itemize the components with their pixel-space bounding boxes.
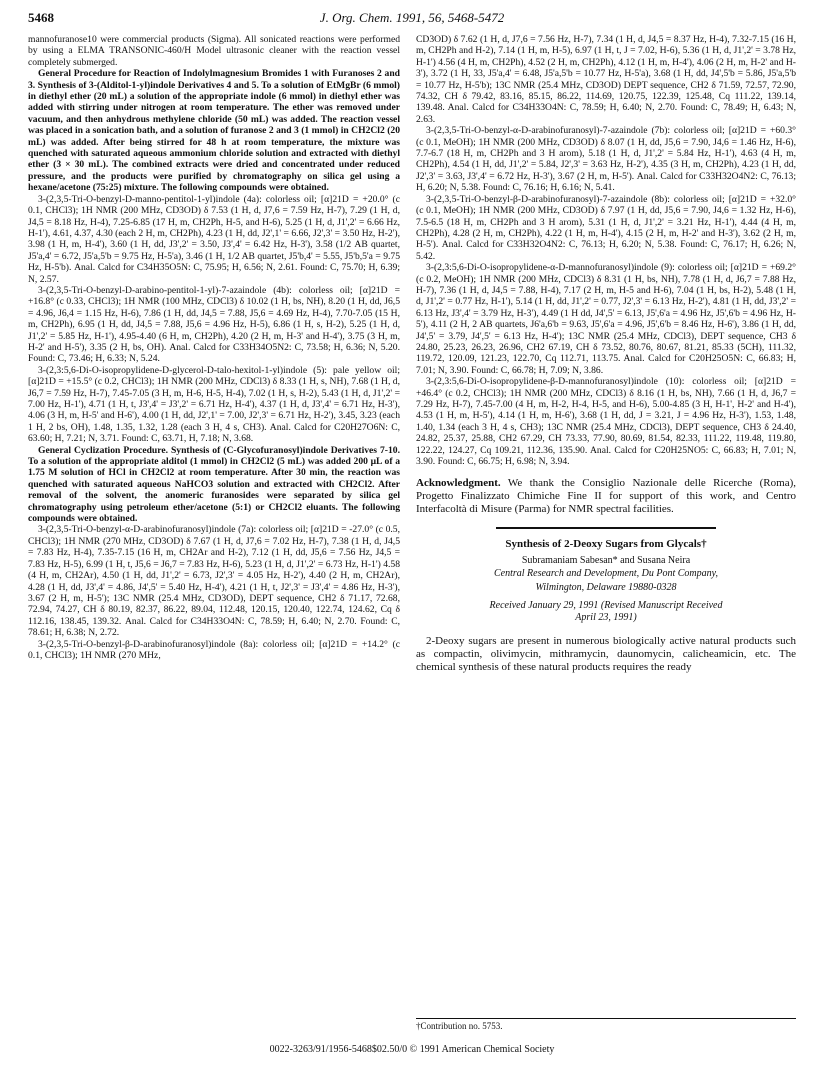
right-column [416, 34, 796, 685]
paragraph: 3-(2,3,5-Tri-O-benzyl-α-D-arabinofuranosyl)-7-azaindole (7b): colorless oil; [α]21D = +60.3° (c 0.1, MeOH); 1H NMR (200 MHz, CD3OD) δ 8.07 (1 H, dd, J5,6 = 7.90, J4,6 = 1.46 Hz, H-6), 7.7-6.7 (18 H, m, CH2Ph and 3 H arom), 5.18 (1 H, d, J1',2' = 5.84 Hz, H-1'), 4.63 (4 H, m, CH2Ph), 4.54 (1 H, dd, J1',2' = 5.84, J2',3' = 3.63 Hz, H-2'), 4.35 (3 H, m, CH2Ph), 4.23 (1 H, dd, J2',3' = 3.63, J3',4' = 6.72 Hz, H-3'), 3.67 (2 H, m, H-5'). Anal. Calcd for C33H32O4N2: C, 76.13; H, 6.20; N, 5.38. Found: C, 76.16; H, 6.16; N, 5.41. [416, 125, 796, 194]
paragraph: 3-(2,3,5-Tri-O-benzyl-D-arabino-pentitol-1-yl)-7-azaindole (4b): colorless oil; [α]21D = +16.8° (c 0.33, CHCl3); 1H NMR (100 MHz, CDCl3) δ 10.02 (1 H, bs, NH), 8.20 (1 H, dd, J6,5 = 4.96, J6,4 = 1.15 Hz, H-6), 7.86 (1 H, dd, J4,5 = 7.88, J5,6 = 4.69 Hz, H-4), 7.70-7.05 (15 H, m, CH2Ph), 6.95 (1 H, dd, J4,5 = 7.88, J5,6 = 4.96 Hz, H-5), 6.86 (1 H, s, H-2), 5.25 (1 H, d, J1',2' = 5.85 Hz, H-1'), 4.95-4.40 (6 H, m, CH2Ph), 4.20 (2 H, m, H-3' and H-4'), 3.75 (3 H, m, H-2' and H-5'), 3.35 (2 H, bs, OH). Anal. Calcd for C33H34O5N2: C, 73.58; H, 6.36; N, 5.20. Found: C, 73.46; H, 6.33; N, 5.24. [28, 284, 400, 365]
left-column [28, 34, 400, 661]
received-line-1: Received January 29, 1991 (Revised Manuscript Received [489, 600, 723, 612]
paragraph: 3-(2,3:5,6-Di-O-isopropylidene-β-D-mannofuranosyl)indole (10): colorless oil; [α]21D = +46.4° (c 0.2, CHCl3); 1H NMR (200 MHz, CDCl3) δ 8.16 (1 H, bs, NH), 7.66 (1 H, d, J6,7 = 7.29 Hz, H-7), 7.45-7.00 (4 H, m, H-2, H-4, H-5, and H-6), 5.00-4.85 (3 H, H-1', H-2' and H-4'), 4.53 (1 H, m, H-5'), 4.14 (1 H, m, H-6'), 3.68 (1 H, dd, J = 3.21, J = 4.96 Hz, H-3'), 1.53, 1.48, 1.40, 1.34 (each 3 H, 4 s, CH3); 13C NMR (25.4 MHz, CDCl3), DEPT sequence, CH3 δ 24.40, 24.82, 25.37, 25.88, CH2 67.29, CH 73.33, 77.90, 80.69, 81.54, 82.33, 111.22, 119.48, 119.80, 122.22, 124.27, Cq 109.21, 112.36, 135.90. Anal. Calcd for C20H25NO5: C, 66.83; H, 7.01; N, 3.90. Found: C, 66.75; H, 6.98; N, 3.94. [416, 376, 796, 468]
acknowledgment-label: Acknowledgment. [416, 477, 501, 490]
paragraph: General Cyclization Procedure. Synthesis of (C-Glycofuranosyl)indole Derivatives 7-10. To a solution of the appropriate alditol (1 mmol) in CH2Cl2 (5 mL) was added 200 μL of a 1.75 M solution of HCl in CH2Cl2 at room temperature. After 30 min, the reaction was quenched with saturated aqueous NaHCO3 solution and extracted with CH2Cl2. After removal of the solvent, the anomeric furanosides were separated by silica gel chromatography using petroleum ether/acetone (5:1) or CH2Cl2 eluants. The following compounds were obtained. [28, 444, 400, 525]
paragraph: General Procedure for Reaction of Indolylmagnesium Bromides 1 with Furanoses 2 and 3. Synthesis of 3-(Alditol-1-yl)indole Derivatives 4 and 5. To a solution of EtMgBr (6 mmol) in diethyl ether (20 mL) a solution of the appropriate indole (6 mmol) in diethyl ether was added with stirring under nitrogen at room temperature. The ether was removed under vacuum, and then anhydrous methylene chloride (50 mL) was added. The reaction vessel was placed in a sonication bath, and a solution of furanose 2 and 3 (1 mmol) in CH2Cl2 (20 mL) was added. After being stirred for 48 h at room temperature, the mixture was quenched with saturated aqueous ammonium chloride solution and extracted with diethyl ether (3 × 30 mL). The combined extracts were dried and concentrated under reduced pressure, and the products were purified by chromatography on silica gel using a hexane/acetone (75:25) mixture. The following compounds were obtained. [28, 68, 400, 194]
acknowledgment [416, 477, 796, 516]
paragraph: 3-(2,3,5-Tri-O-benzyl-D-manno-pentitol-1-yl)indole (4a): colorless oil; [α]21D = +20.0° (c 0.1, CHCl3); 1H NMR (200 MHz, CD3OD) δ 7.53 (1 H, d, J7,6 = 7.59 Hz, H-7), 7.29 (1 H, d, J4,5 = 8.18 Hz, H-4), 7.25-6.85 (17 H, m, CH2Ph, H-5, and H-6), 5.25 (1 H, d, J1',2' = 6.66 Hz, H-1'), 4.61, 4.37, 4.30 (each 2 H, m, CH2Ph), 4.23 (1 H, dd, J2',1' = 6.66, J2',3' = 3.50 Hz, H-2'), 3.98 (1 H, m, H-4'), 3.60 (1 H, dd, J3',2' = 3.50, J3',4' = 6.42 Hz, H-3'), 3.58 (1/2 AB quartet, J5'a,4' = 6.72, J5'a,5'b = 9.75 Hz, H-5'a), 3.46 (1 H, 1/2 AB quartet, J5'b,4' = 5.55, J5'b,5'a = 9.75 Hz, H-5'b). Anal. Calcd for C34H35O5N: C, 75.95; H, 6.56; N, 2.61. Found: C, 75.70; H, 6.39; N, 2.57. [28, 193, 400, 285]
page-number: 5468 [28, 10, 54, 25]
article-authors: Subramaniam Sabesan* and Susana Neira [521, 554, 691, 566]
section-divider [496, 527, 716, 529]
page-footer: 0022-3263/91/1956-5468$02.50/0 © 1991 American Chemical Society [269, 1044, 555, 1055]
paragraph: CD3OD) δ 7.62 (1 H, d, J7,6 = 7.56 Hz, H-7), 7.34 (1 H, d, J4,5 = 8.37 Hz, H-4), 7.32-7.15 (16 H, m, CH2Ph and H-2), 7.14 (1 H, m, H-5), 6.97 (1 H, t, J = 7.02, H-6), 5.36 (1 H, d, J1',2' = 3.78 Hz, H-1') 4.56 (4 H, m, CH2Ph), 4.52 (2 H, m, CH2Ph), 4.12 (1 H, m, H-4'), 4.06 (2 H, m, H-2' and H-3'), 3.72 (1 H, 33, J5'a,4' = 6.48, J5'a,5'b = 10.77 Hz, H-5'a), 3.68 (1 H, dd, J4',5'b = 5.86, J5'a,5'b = 10.77 Hz, H-5'b); 13C NMR (25.4 MHz, CD3OD) DEPT sequence, CH2 δ 71.59, 72.57, 72.90, 74.32, CH δ 79.42, 83.16, 85.15, 86.22, 114.69, 120.75, 122.39, 125.48, Cq 111.22, 139.14, 139.48. Anal. Calcd for C34H33O4N: C, 78.59; H, 6.40; N, 2.70. Found: C, 78.49; H, 6.43; N, 2.63. [416, 34, 796, 125]
right-column-paragraphs [416, 34, 796, 467]
affiliation-line-1: Central Research and Development, Du Pont Company, [493, 568, 719, 580]
page-header [28, 10, 796, 30]
paragraph: 3-(2,3,5-Tri-O-benzyl-β-D-arabinofuranosyl)indole (8a): colorless oil; [α]21D = +14.2° (c 0.1, CHCl3); 1H NMR (270 MHz, [28, 638, 400, 661]
received-line-2: April 23, 1991) [575, 612, 637, 624]
acknowledgment-text: We thank the Consiglio Nazionale delle Ricerche (Roma), Progetto Finalizzato Chimiche Fine II for support of this work, and Centro Interfacoltà di Misure (Parma) for NMR spectral facilities. [416, 477, 796, 516]
paragraph: mannofuranose10 were commercial products (Sigma). All sonicated reactions were performed by using a ELMA TRANSONIC-460/H Model ultrasonic cleaner with the reaction vessel completely submerged. [28, 34, 400, 68]
article-intro: 2-Deoxy sugars are present in numerous biologically active natural products such as compactin, olivimycin, mithramycin, daunomycin, calicheamicin, etc. The chemical synthesis of these natural products requires the ready [416, 635, 796, 674]
article-title: Synthesis of 2-Deoxy Sugars from Glycals† [505, 538, 707, 551]
affiliation-line-2: Wilmington, Delaware 19880-0328 [535, 582, 677, 594]
paragraph: 3-(2,3,5-Tri-O-benzyl-β-D-arabinofuranosyl)-7-azaindole (8b): colorless oil; [α]21D = +32.0° (c 0.1, MeOH); 1H NMR (200 MHz, CD3OD) δ 7.97 (1 H, dd, J5,6 = 7.90, J4,6 = 1.32 Hz, H-6), 7.5-6.5 (18 H, m, CH2Ph and 3 H arom), 5.31 (1 H, d, J1',2' = 3.21 Hz, H-1'), 4.44 (4 H, m, CH2Ph), 4.28 (2 H, m, CH2Ph), 4.22 (1 H, m, H-4'), 4.15 (2 H, m, H-2' and H-3'), 3.62 (2 H, m, H-5'). Anal. Calcd for C33H32O4N2: C, 76.13; H, 6.20; N, 5.38. Found: C, 76.17; H, 6.26; N, 5.42. [416, 193, 796, 262]
journal-citation: J. Org. Chem. 1991, 56, 5468-5472 [319, 10, 505, 25]
paragraph: 3-(2,3:5,6-Di-O-isopropylidene-D-glycerol-D-talo-hexitol-1-yl)indole (5): pale yellow oil; [α]21D = +15.5° (c 0.2, CHCl3); 1H NMR (200 MHz, CDCl3) δ 8.33 (1 H, s, NH), 7.68 (1 H, d, J6,7 = 7.59 Hz, H-7), 7.45-7.05 (3 H, m, H-6, H-5, H-4), 7.02 (1 H, s, H-2), 5.43 (1 H, d, J1',2' = 7.00 Hz, H-1'), 4.71 (1 H, t, J3',4' = J3',2' = 6.71 Hz, H-4'), 4.37 (1 H, d, J3',4' = 6.71 Hz, H-3'), 4.06 (3 H, m, H-5' and H-6'), 4.00 (1 H, dd, J2',1' = 7.00, J2',3' = 6.71 Hz, H-2'), 3.45, 3.23 (each 1 H, 2 bs, OH), 1.48, 1.35, 1.32, 1.28 (each 3 H, 4 s, CH3). Anal. Calcd for C20H27O6N: C, 63.60; H, 7.21; N, 3.71. Found: C, 63.71, H, 7.18; N, 3.68. [28, 364, 400, 445]
paragraph: 3-(2,3:5,6-Di-O-isopropylidene-α-D-mannofuranosyl)indole (9): colorless oil; [α]21D = +69.2° (c 0.2, MeOH); 1H NMR (200 MHz, CDCl3) δ 8.31 (1 H, bs, NH), 7.78 (1 H, d, J6,7 = 7.88 Hz, H-7), 7.36 (1 H, d, J4,5 = 7.88, H-4), 7.17 (2 H, m, H-5 and H-6), 7.04 (1 H, bs, H-2), 5.48 (1 H, d, J1',2' = 0.77 Hz, H-1'), 5.14 (1 H, dd, J1',2' = 0.77, J2',3' = 6.13 Hz, H-2'), 4.81 (1 H, dd, J3',2' = 6.13 Hz, J3',4' = 3.79 Hz, H-3'), 4.49 (1 H dd, J4',5' = 6.13, J5',6'a = 4.96 Hz, J5',6'b = 4.96 Hz, H-5'), 4.11 (2 H, 2 AB quartets, J6'a,6'b = 9.63, J5',6'a = 4.96, J5',6'b = 8.46 Hz, H-6'), 3.86 (1 H, dd, J4',5' = 3.79, J4',5' = 6.13 Hz, H-4'); 13C NMR (25.4 MHz, CDCl3), DEPT sequence, CH3 δ 24.80, 25.23, 26.23, 26.96, CH2 67.19, CH δ 73.52, 80.76, 80.67, 81.21, 85.33 (5CH), 111.32, 119.72, 120.09, 121.23, 122.70, Cq 112.71, 113.75. Anal. Calcd for C20H25O5N: C, 66.83; H, 7.01; N, 3.90. Found: C, 66.78; H, 7.09; N, 3.86. [416, 262, 796, 376]
paragraph: 3-(2,3,5-Tri-O-benzyl-α-D-arabinofuranosyl)indole (7a): colorless oil; [α]21D = -27.0° (c 0.5, CHCl3); 1H NMR (270 MHz, CD3OD) δ 7.67 (1 H, d, J7,6 = 7.02 Hz, H-7), 7.38 (1 H, d, J4,5 = 7.83 Hz, H-4), 7.35-7.15 (16 H, m, CH2Ar and H-2), 7.12 (1 H, dd, J5,6 = 7.56 Hz, J4,5 = 7.83 Hz, H-5), 6.99 (1 H, t, J5,6 = J6,7 = 7.83 Hz, H-6), 5.23 (1 H, d, J1',2' = 6.73 Hz, H-1') 4.58 (4 H, m, CH2Ar), 4.50 (1 H, dd, J1',2' = 6.73, J2',3' = 4.05 Hz, H-2'), 4.40 (2 H, m, CH2Ar), 4.28 (1 H, dd, J3',4' = 4.86, J4',5' = 5.40 Hz, H-4'), 4.21 (1 H, t, J2',3' = J3',4' = 4.86 Hz, H-3'), 3.67 (2 H, m, H-5'); 13C NMR (25.4 MHz, CD3OD), DEPT sequence, CH2 δ 71.17, 72.68, 72.94, 74.27, CH δ 80.19, 82.37, 86.22, 89.04, 112.48, 120.15, 120.40, 122.74, 124.62, Cq δ 112.16, 138.45, 139.32. Anal. Calcd for C34H33O4N: C, 78.59; H, 6.40; N, 2.70. Found: C, 78.61; H, 6.38; N, 2.72. [28, 524, 400, 639]
footnote: †Contribution no. 5753. [416, 1018, 796, 1031]
received-dates [416, 600, 796, 624]
